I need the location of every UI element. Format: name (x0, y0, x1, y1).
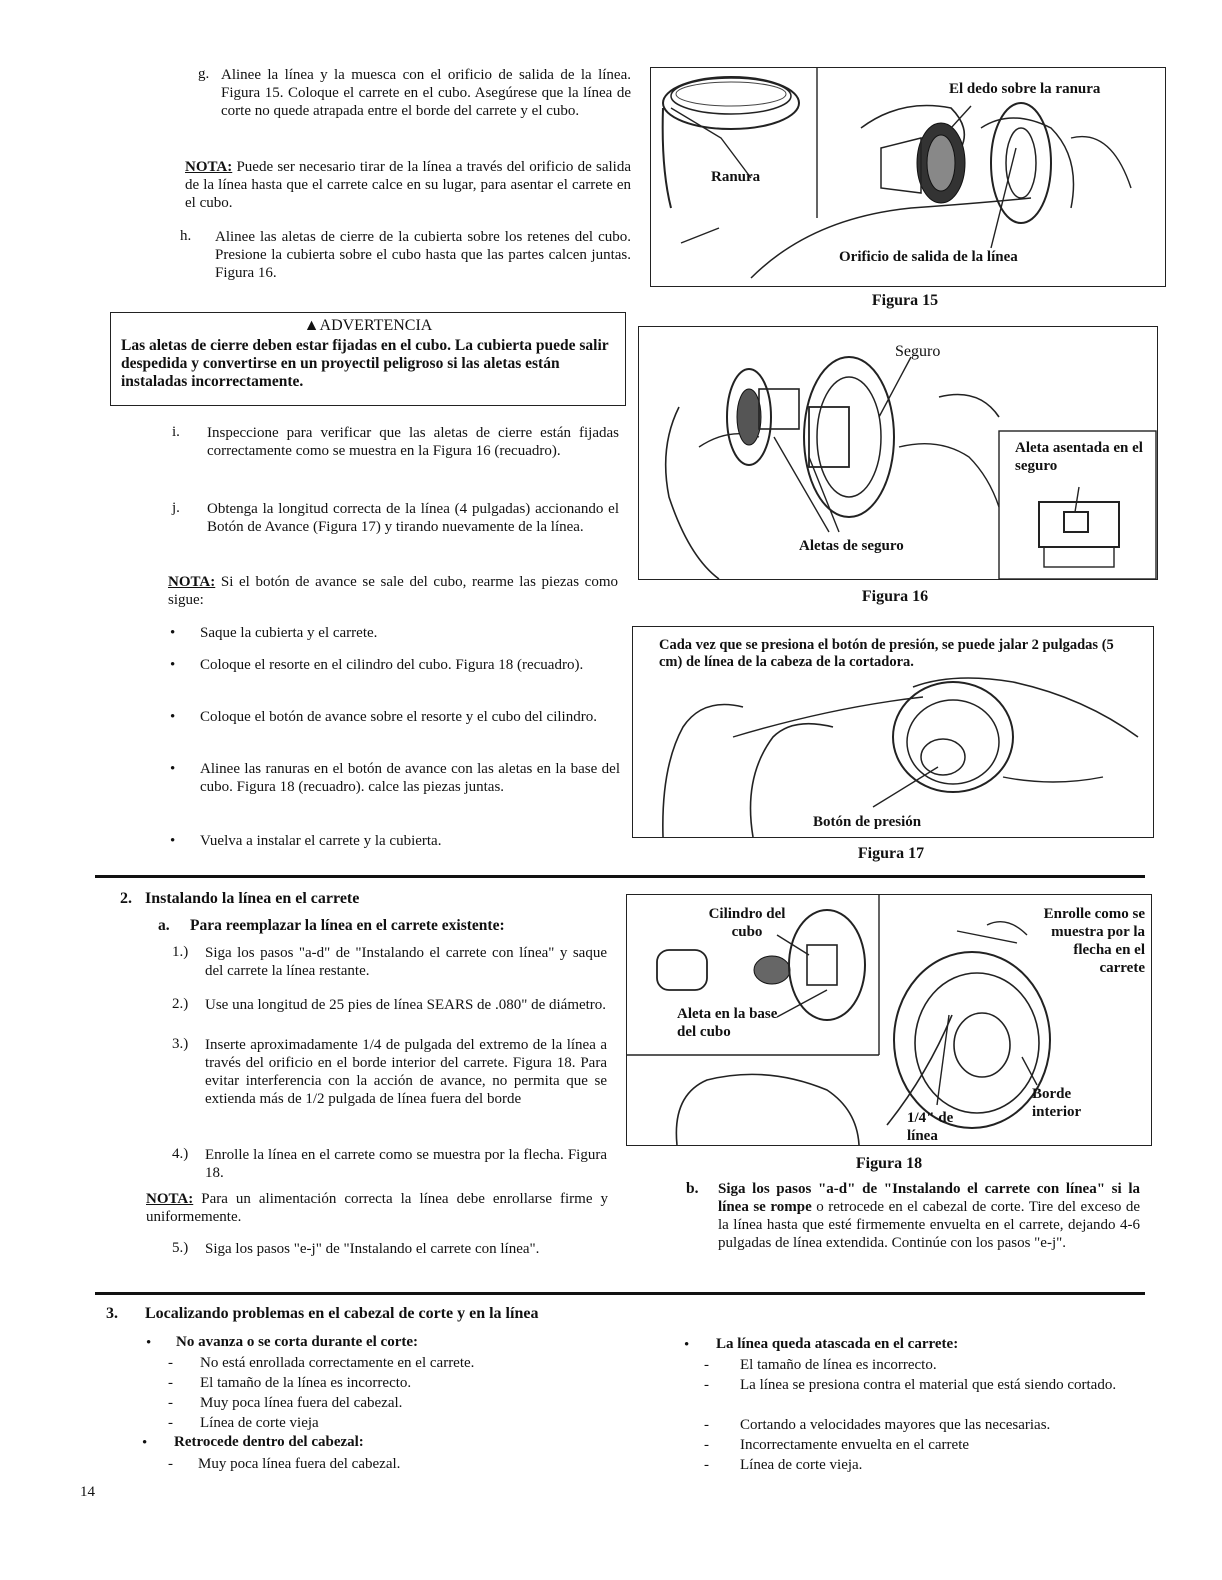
bullet-dot: • (170, 761, 176, 777)
dash: - (168, 1456, 173, 1472)
nota-2 (168, 573, 618, 609)
step-2-marker: 2.) (172, 996, 189, 1012)
figure-17 (632, 626, 1154, 838)
nota-1-text: Puede ser necesario tirar de la línea a través del orificio de salida de la línea hasta que el carrete calce en su lugar, para asentar el carrete en el cubo. (185, 159, 631, 211)
section-divider (95, 1292, 1145, 1295)
list-item: Muy poca línea fuera del cabezal. (198, 1456, 401, 1472)
list-item: Muy poca línea fuera del cabezal. (200, 1395, 403, 1411)
bullet-dot: • (170, 833, 176, 849)
nota-3 (146, 1190, 608, 1226)
bullet-item: Coloque el botón de avance sobre el resorte y el cubo del cilindro. (200, 709, 597, 725)
figure-17-caption: Figura 17 (857, 845, 925, 862)
warning-heading (111, 317, 625, 335)
dash: - (168, 1415, 173, 1431)
step-i-marker: i. (172, 424, 180, 440)
section-2a-title: Para reemplazar la línea en el carrete existente: (190, 917, 505, 934)
label-cuarto-linea: 1/4" de línea (907, 1110, 954, 1144)
figure-18-caption: Figura 18 (855, 1155, 923, 1172)
label-aletas-seguro: Aletas de seguro (799, 538, 904, 554)
list-item: Línea de corte vieja. (740, 1457, 863, 1473)
bullet-dot: • (170, 657, 176, 673)
section-2b-text (718, 1180, 1140, 1252)
warning-icon: ▲ (303, 317, 320, 334)
step-5-marker: 5.) (172, 1240, 189, 1256)
bullet-dot: • (142, 1435, 148, 1451)
nota-3-label: NOTA: (146, 1191, 194, 1207)
step-1-marker: 1.) (172, 944, 189, 960)
dash: - (704, 1457, 709, 1473)
nota-2-text: Si el botón de avance se sale del cubo, rearme las piezas como sigue: (168, 574, 618, 608)
section-3-title: Localizando problemas en el cabezal de corte y en la línea (145, 1305, 539, 1322)
group-2-title: Retrocede dentro del cabezal: (174, 1434, 364, 1450)
step-1-text: Siga los pasos "a-d" de "Instalando el carrete con línea" y saque del carrete la línea restante. (205, 945, 607, 979)
step-j-marker: j. (172, 500, 180, 516)
list-item: No está enrollada correctamente en el carrete. (200, 1355, 475, 1371)
bullet-item: Coloque el resorte en el cilindro del cubo. Figura 18 (recuadro). (200, 657, 584, 673)
warning-box (110, 312, 626, 406)
label-cilindro-cubo: Cilindro del cubo (708, 906, 786, 940)
list-item: El tamaño de línea es incorrecto. (740, 1357, 937, 1373)
dash: - (168, 1395, 173, 1411)
bullet-dot: • (146, 1335, 152, 1351)
list-item: La línea se presiona contra el material que está siendo cortado. (740, 1377, 1117, 1393)
figure-18 (626, 894, 1152, 1146)
label-ranura: Ranura (711, 169, 761, 185)
list-item: Línea de corte vieja (200, 1415, 319, 1431)
step-2-text: Use una longitud de 25 pies de línea SEARS de .080" de diámetro. (205, 997, 607, 1013)
section-3-number: 3. (106, 1305, 118, 1322)
bullet-dot: • (170, 625, 176, 641)
step-i-text: Inspeccione para verificar que las aletas de cierre están fijadas correctamente como se muestra en la Figura 16 (recuadro). (207, 425, 619, 459)
dash: - (704, 1377, 709, 1393)
list-item: Incorrectamente envuelta en el carrete (740, 1437, 970, 1453)
section-divider (95, 875, 1145, 878)
page-number: 14 (80, 1484, 95, 1500)
bullet-item: Alinee las ranuras en el botón de avance con las aletas en la base del cubo. Figura 18 (recuadro). calce las piezas juntas. (200, 761, 620, 795)
section-2a-marker: a. (158, 917, 170, 934)
step-j-text: Obtenga la longitud correcta de la línea (4 pulgadas) accionando el Botón de Avance (Figura 17) y tirando nuevamente de la línea. (207, 501, 619, 535)
section-2b-marker: b. (686, 1180, 699, 1197)
section-2b-rest: o retrocede en el cabezal de corte. Tire del exceso de la línea hasta que esté firmemente envuelta en el carrete, dejando 4-6 pulgadas de línea extendida. Continúe con los pasos "e-j". (718, 1199, 1141, 1251)
section-2-title: Instalando la línea en el carrete (145, 890, 360, 907)
step-h-text: Alinee las aletas de cierre de la cubierta sobre los retenes del cubo. Presione la cubierta sobre el cubo hasta que las partes calcen juntas. Figura 16. (215, 229, 631, 281)
list-item: Cortando a velocidades mayores que las necesarias. (740, 1417, 1051, 1433)
label-dedo-ranura: El dedo sobre la ranura (949, 81, 1101, 97)
figure-15-caption: Figura 15 (871, 292, 939, 309)
bullet-dot: • (170, 709, 176, 725)
nota-2-label: NOTA: (168, 574, 216, 590)
list-item: El tamaño de la línea es incorrecto. (200, 1375, 412, 1391)
label-enrolle: Enrolle como se muestra por la flecha en el carrete (1043, 906, 1145, 976)
section-2b-bold: Siga los pasos "a-d" de "Instalando el carrete con línea" si la línea se rompe (718, 1181, 1140, 1215)
dash: - (704, 1417, 709, 1433)
step-h-marker: h. (180, 228, 192, 244)
label-seguro: Seguro (895, 343, 941, 360)
step-5-text: Siga los pasos "e-j" de "Instalando el carrete con línea". (205, 1241, 540, 1257)
warning-title: ADVERTENCIA (319, 317, 433, 334)
dash: - (704, 1357, 709, 1373)
bullet-item: Saque la cubierta y el carrete. (200, 625, 378, 641)
dash: - (168, 1375, 173, 1391)
section-2-number: 2. (120, 890, 132, 907)
step-4-marker: 4.) (172, 1146, 189, 1162)
figure-15 (650, 67, 1166, 287)
label-aleta-base: Aleta en la base del cubo (677, 1006, 778, 1040)
label-orificio-salida: Orificio de salida de la línea (839, 249, 1018, 265)
nota-3-text: Para un alimentación correcta la línea debe enrollarse firme y uniformemente. (146, 1191, 608, 1225)
figure-17-illustration (633, 627, 1153, 837)
label-boton-presion: Botón de presión (813, 814, 922, 830)
label-borde-interior: Borde interior (1032, 1086, 1082, 1120)
label-aleta-asentada: Aleta asentada en el seguro (1015, 440, 1143, 474)
nota-1-label: NOTA: (185, 159, 233, 175)
figure-16-caption: Figura 16 (861, 588, 929, 605)
step-g-marker: g. (198, 66, 210, 82)
figure-17-note: Cada vez que se presiona el botón de presión, se puede jalar 2 pulgadas (5 cm) de línea de la cabeza de la cortadora. (659, 637, 1114, 670)
dash: - (704, 1437, 709, 1453)
step-4-text: Enrolle la línea en el carrete como se muestra por la flecha. Figura 18. (205, 1147, 607, 1181)
group-1-title: No avanza o se corta durante el corte: (176, 1334, 419, 1350)
figure-16 (638, 326, 1158, 580)
warning-text: Las aletas de cierre deben estar fijadas en el cubo. La cubierta puede salir despedida y convertirse en un proyectil peligroso si las aletas están instaladas incorrectamente. (121, 337, 609, 390)
step-g-text: Alinee la línea y la muesca con el orificio de salida de la línea. Figura 15. Coloque el carrete en el cubo. Asegúrese que la línea de corte no quede atrapada entre el borde del carrete y el cubo. (221, 67, 631, 119)
dash: - (168, 1355, 173, 1371)
step-3-text: Inserte aproximadamente 1/4 de pulgada del extremo de la línea a través del orificio en el borde interior del carrete. Figura 18. Para evitar interferencia con la acción de avance, no permita que se extienda más de 1/2 pulgada de línea fuera del borde (205, 1037, 607, 1107)
step-3-marker: 3.) (172, 1036, 189, 1052)
nota-1 (185, 158, 631, 212)
bullet-dot: • (684, 1337, 690, 1353)
group-3-title: La línea queda atascada en el carrete: (716, 1336, 959, 1352)
bullet-item: Vuelva a instalar el carrete y la cubierta. (200, 833, 442, 849)
